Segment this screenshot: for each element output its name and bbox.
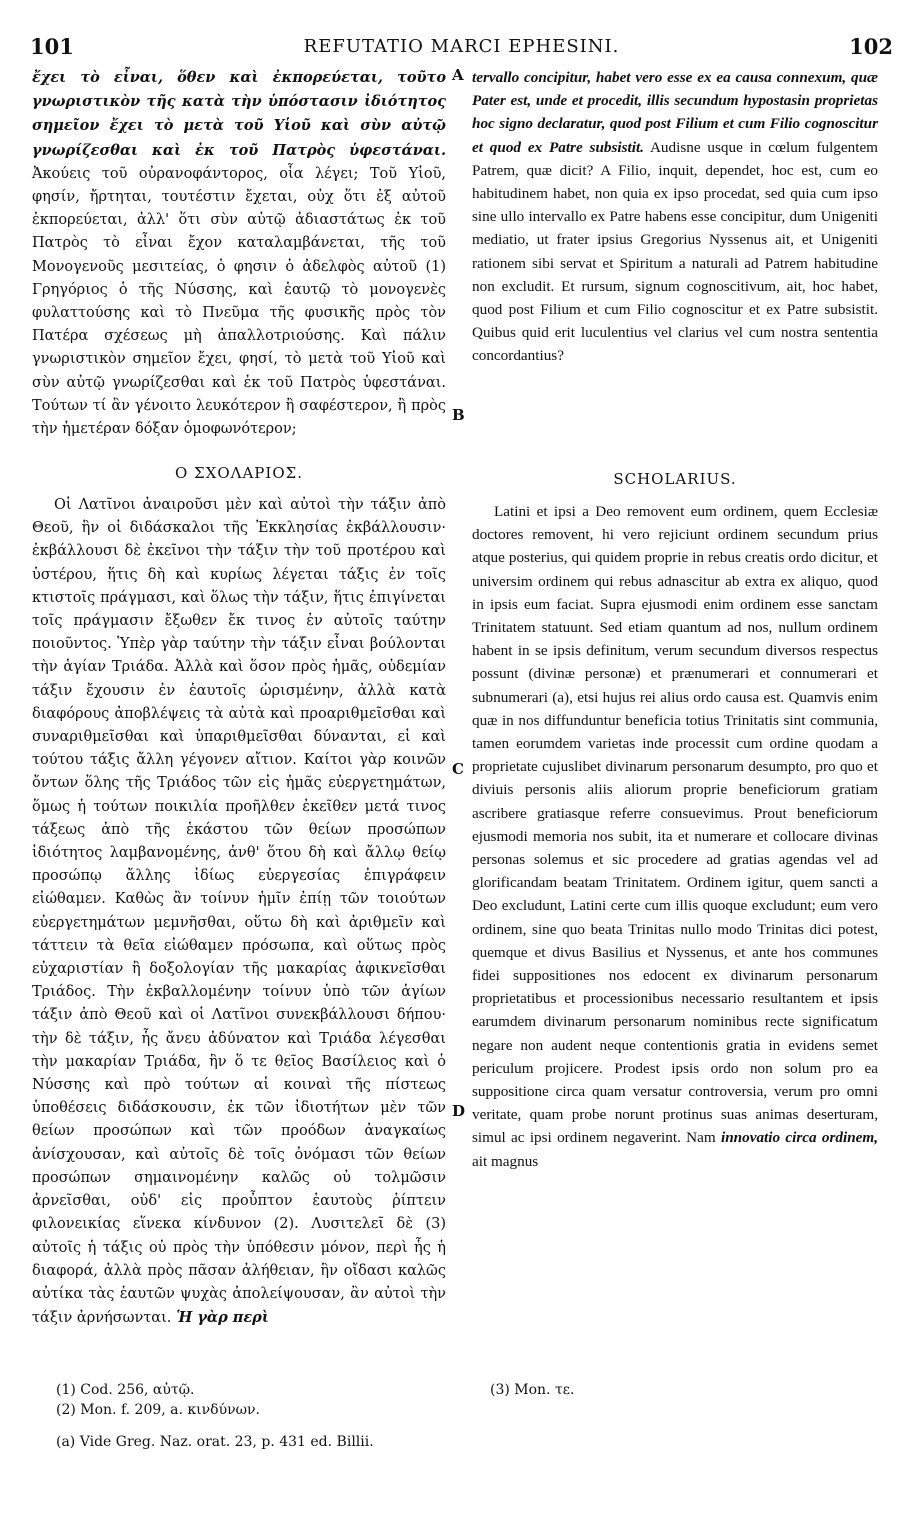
- footnote-3: (3) Mon. τε.: [490, 1382, 575, 1398]
- latin-scholarius-end-tail: ait magnus: [472, 1152, 539, 1170]
- greek-scholarius-body: Οἱ Λατῖνοι ἀναιροῦσι μὲν καὶ αὐτοὶ τὴν τάξιν ἀπὸ Θεοῦ, ἣν οἱ διδάσκαλοι τῆς Ἐκκλησίας ἐκβάλλουσιν· ἐκβάλλουσι δὲ ἐκεῖνοι τὴν τάξιν τὴν τοῦ προτέρου καὶ ὑστέρου, ἥτις δὴ καὶ κυρίως λέγεται τάξις ἐν τοῖς κτιστοῖς πράγμασι, καὶ ὅλως τὴν τάξιν, ἥτις ἐπιγίνεται τοῖς πράγμασιν ἔξωθεν ἔκ τινος ἐν αὐτοῖς ταύτην ποιοῦντος. Ὑπὲρ γὰρ ταύτην τὴν τάξιν εἶναι βούλονται τὴν ἁγίαν Τριάδα. Ἀλλὰ καὶ ὅσον πρὸς ἡμᾶς, οὐδεμίαν τάξιν ἔχουσιν ἐν ἑαυτοῖς ὡρισμένην, ἀλλὰ κατὰ διαφόρους ἀποβλέψεις τὰ αὐτὰ καὶ προαριθμεῖσθαι καὶ συναριθμεῖσθαι καὶ ὑπαριθμεῖσθαι δύνανται, εἰ καὶ τούτου τάξις ἄλλη γέγονεν αἴτιον. Καίτοι γὰρ κοινῶν ὄντων ὅλης τῆς Τριάδος τῶν εἰς ἡμᾶς εὐεργετημάτων, ὅμως ἡ τούτων ποικιλία προῆλθεν ἐκεῖθεν μετά τινος τάξεως ἀπὸ τῆς ἑκάστου τῶν θείων προσώπων ἰδιότητος λαμβανομένης, ἀνθ' ὅτου δὴ καὶ ἄλλῳ θείῳ προσώπῳ ἄλλης ἰδίως εὐεργεσίας ἐπιγράφειν εἰώθαμεν. Καθὼς ἂν τοίνυν ἡμῖν ἐπίῃ τῶν τοιούτων εὐεργετημάτων μεμνῆσθαι, οὕτω δὴ καὶ ἀριθμεῖν καὶ τάττειν τὰ θεῖα εἰώθαμεν πρόσωπα, καὶ οὕτως πρὸς εὐχαριστίαν ἢ δοξολογίαν τῆς μακαρίας ἀφικνεῖσθαι Τριάδος. Τὴν ἐκβαλλομένην τοίνυν ὑπὸ τῶν ἁγίων τάξιν ἀπὸ Θεοῦ καὶ οἱ Λατῖνοι συνεκβάλλουσι δήπου· τὴν δὲ τάξιν, ἧς ἄνευ ἀδύνατον καὶ Τριάδα λέγεσθαι τὴν μακαρίαν Τριάδα, ἣν ὅ τε θεῖος Βασίλειος καὶ ὁ Νύσσης καὶ πρὸ τούτων αἱ κοιναὶ τῆς πίστεως ὑποθέσεις διδάσκουσιν, ἐκ τῶν ἰδιοτήτων μὲν τῶν θείων προσώπων καὶ τῶν προόδων ἀναγκαίως ἀνίσχουσαν, καὶ αὐτοῖς δὲ τοῖς ὀνόμασι τῶν θείων προσώπων σημαινομένην καλῶς οὐ τολμῶσιν ἀρνεῖσθαι, οὐδ' εἰς προὖπτον ἑαυτοὺς ῥίπτειν φιλονεικίας εἵνεκα κίνδυνον (2). Λυσιτελεῖ δὲ (3) αὐτοῖς ἡ τάξις οὐ πρὸς τὴν ὑπόθεσιν μόνον, περὶ ἧς ἡ διαφορά, ἀλλὰ πρὸς πᾶσαν ἀλήθειαν, ἣν οἴδασι καλῶς αὐτίκα τὰς ἑαυτῶν ψυχὰς ἀπολείψουσαν, ἂν αὐτοὶ τὴν τάξιν ἀρνήσωνται.: [32, 497, 446, 1327]
- greek-scholarius-text: [32, 494, 446, 1382]
- editorial-note: [56, 1432, 456, 1452]
- greek-section-heading: Ο ΣΧΟΛΑΡΙΟΣ.: [174, 464, 303, 482]
- margin-letter-d: D: [452, 1102, 466, 1120]
- page-number-right: 102: [849, 34, 893, 59]
- footnote-2: (2) Mon. f. 209, a. κινδύνων.: [56, 1402, 260, 1418]
- greek-scholarius-end: Ἡ γὰρ περὶ: [171, 1309, 269, 1327]
- page-header: [30, 34, 893, 60]
- greek-top-body: Ἀκούεις τοῦ οὐρανοφάντορος, οἷα λέγει; Τοῦ Υἱοῦ, φησίν, ἤρτηται, τουτέστιν ἔχεται, οὐχ ὅτι ἐξ αὐτοῦ ἐκπορεύεται, ἀλλ' ὅτι σὺν αὐτῷ ἀδιαστάτως ἐκ τοῦ Πατρὸς τὸ εἶναι ἔχον καταλαμβάνεται, τῆς τοῦ Μονογενοῦς μεσιτείας, ὁ φησιν ὁ ἀδελφὸς αὐτοῦ (1) Γρηγόριος ὁ τῆς Νύσσης, καὶ ἑαυτῷ τὸ μονογενὲς φυλαττούσης καὶ τὸ Πνεῦμα τῆς φυσικῆς πρὸς τὸν Πατέρα σχέσεως μὴ ἀπαλλοτριούσης. Καὶ πάλιν γνωριστικὸν σημεῖον ἔχει, φησί, τὸ μετὰ τοῦ Υἱοῦ καὶ σὺν αὐτῷ γνωρίζεσθαι καὶ ἐκ τοῦ Πατρὸς ὑφεστάναι. Τούτων τί ἂν γένοιτο λευκότερον ἢ σαφέστερον, ἢ πρὸς τὴν ἡμετέραν δόξαν ὁμοφωνότερον;: [32, 165, 446, 438]
- greek-top-passage: [32, 66, 446, 458]
- greek-italic-opening: ἔχει τὸ εἶναι, ὅθεν καὶ ἐκπορεύεται, τοῦτο γνωριστικὸν τῆς κατὰ τὴν ὑπόστασιν ἰδιότητος σημεῖον ἔχει τὸ μετὰ τοῦ Υἱοῦ καὶ σὺν αὐτῷ γνωρίζεσθαι καὶ ἐκ τοῦ Πατρὸς ὑφεστάναι.: [32, 69, 446, 159]
- latin-scholarius-text: [472, 500, 878, 1372]
- page-number-left: 101: [30, 34, 74, 59]
- latin-section-heading: SCHOLARIUS.: [613, 470, 737, 488]
- greek-footnotes: [56, 1380, 446, 1420]
- latin-top-body: Audisne usque in cœlum fulgentem Patrem, quæ dicit? A Filio, inquit, dependet, hoc est, cum eo habitudinem habet, non quia ex ipso procedat, sed quia cum ipso sine ullo intervallo ex Patre habens esse concipitur, dum Unigeniti mediatio, ut frater ipsius Gregorius Nyssenus ait, et Unigeniti rationem sibi servat et Spiritum a naturali ad Patrem habitudine non excludit. Et rursum, signum cognoscitivum, ait, hoc habet, quod post Filium et cum Filio cognoscitur et ex Patre subsistit. Quibus quid erit luculentius vel clarius vel cum nostra sententia concordantius?: [472, 138, 879, 365]
- latin-scholarius-end-italic: innovatio circa ordinem,: [721, 1129, 878, 1147]
- latin-top-passage: [472, 66, 878, 446]
- latin-scholarius-body: Latini et ipsi a Deo removent eum ordinem, quem Ecclesiæ doctores removent, hi vero rejiciunt ordinem secundum prius atque posterius, qui quidem proprie in rebus creatis ordo dicitur, et universim ordinem qui rebus adnascitur ab extra ex aliquo, quod in ipsis eum faciat. Supra ejusmodi enim ordinem esse sanctam Trinitatem statuunt. Sed etiam quantum ad nos, nullum ordinem habent in se ipsis definitum, verum secundum diversos respectus possunt (divinæ personæ) et prænumerari et connumerari et subnumerari (a), etsi hujus rei alius ordo causa est. Quamvis enim quæ in nos diffunduntur beneficia totius Trinitatis sint communia, tamen eorumdem varietas inde processit cum ordine quodam a proprietate cujuslibet divinarum personarum desumpto, pro quo et diviuis personis aliis aliorum proprie beneficiorum gratiam ascribere gratiasque referre consuevimus. Prout beneficiorum ejusmodi memoria nos subit, ita et numerare et collocare divinas personas solemus et sic procedere ad gratias agendas vel ad glorificandam beatam Trinitatem. Ordinem igitur, quem sancti a Deo excludunt, Latini certe cum illis quoque excludunt; eum vero ordinem, sine quo beata Trinitas nullo modo Trinitas dici potest, quemque et divus Basilius et Nyssenus, et ante hos communes fidei suppositiones nos edocent ex divinarum personarum proprietatibus et processionibus necessario resultantem et ipsis earumdem divinarum personarum nominibus recte significatum negare non audent neque contentionis gratia in evidens semet periculum projicere. Prodest ipsis ordo non solum pro ea suppositione circa quam versatur controversia, verum pro omni veritate, quam probe norunt protinus suas animas deserturam, simul ac ipsi ordinem negaverint.: [472, 503, 878, 1147]
- footnote-a: (a) Vide Greg. Naz. orat. 23, p. 431 ed. Billii.: [56, 1434, 374, 1450]
- latin-italic-opening: tervallo concipitur, habet vero esse ex ea causa connexum, quæ Pater est, unde et procedit, illis secundum hypostasin proprietas hoc signo declaratur, quod post Filium et cum Filio cognoscitur et quod ex Patre subsistit.: [472, 69, 878, 156]
- running-title: REFUTATIO MARCI EPHESINI.: [303, 36, 620, 57]
- margin-letter-c: C: [452, 760, 464, 778]
- latin-footnotes: [490, 1380, 870, 1400]
- latin-scholarius-end-plain: Nam: [680, 1129, 721, 1147]
- footnote-1: (1) Cod. 256, αὐτῷ.: [56, 1382, 195, 1398]
- margin-letter-a: A: [452, 66, 464, 84]
- margin-letter-b: B: [452, 406, 465, 424]
